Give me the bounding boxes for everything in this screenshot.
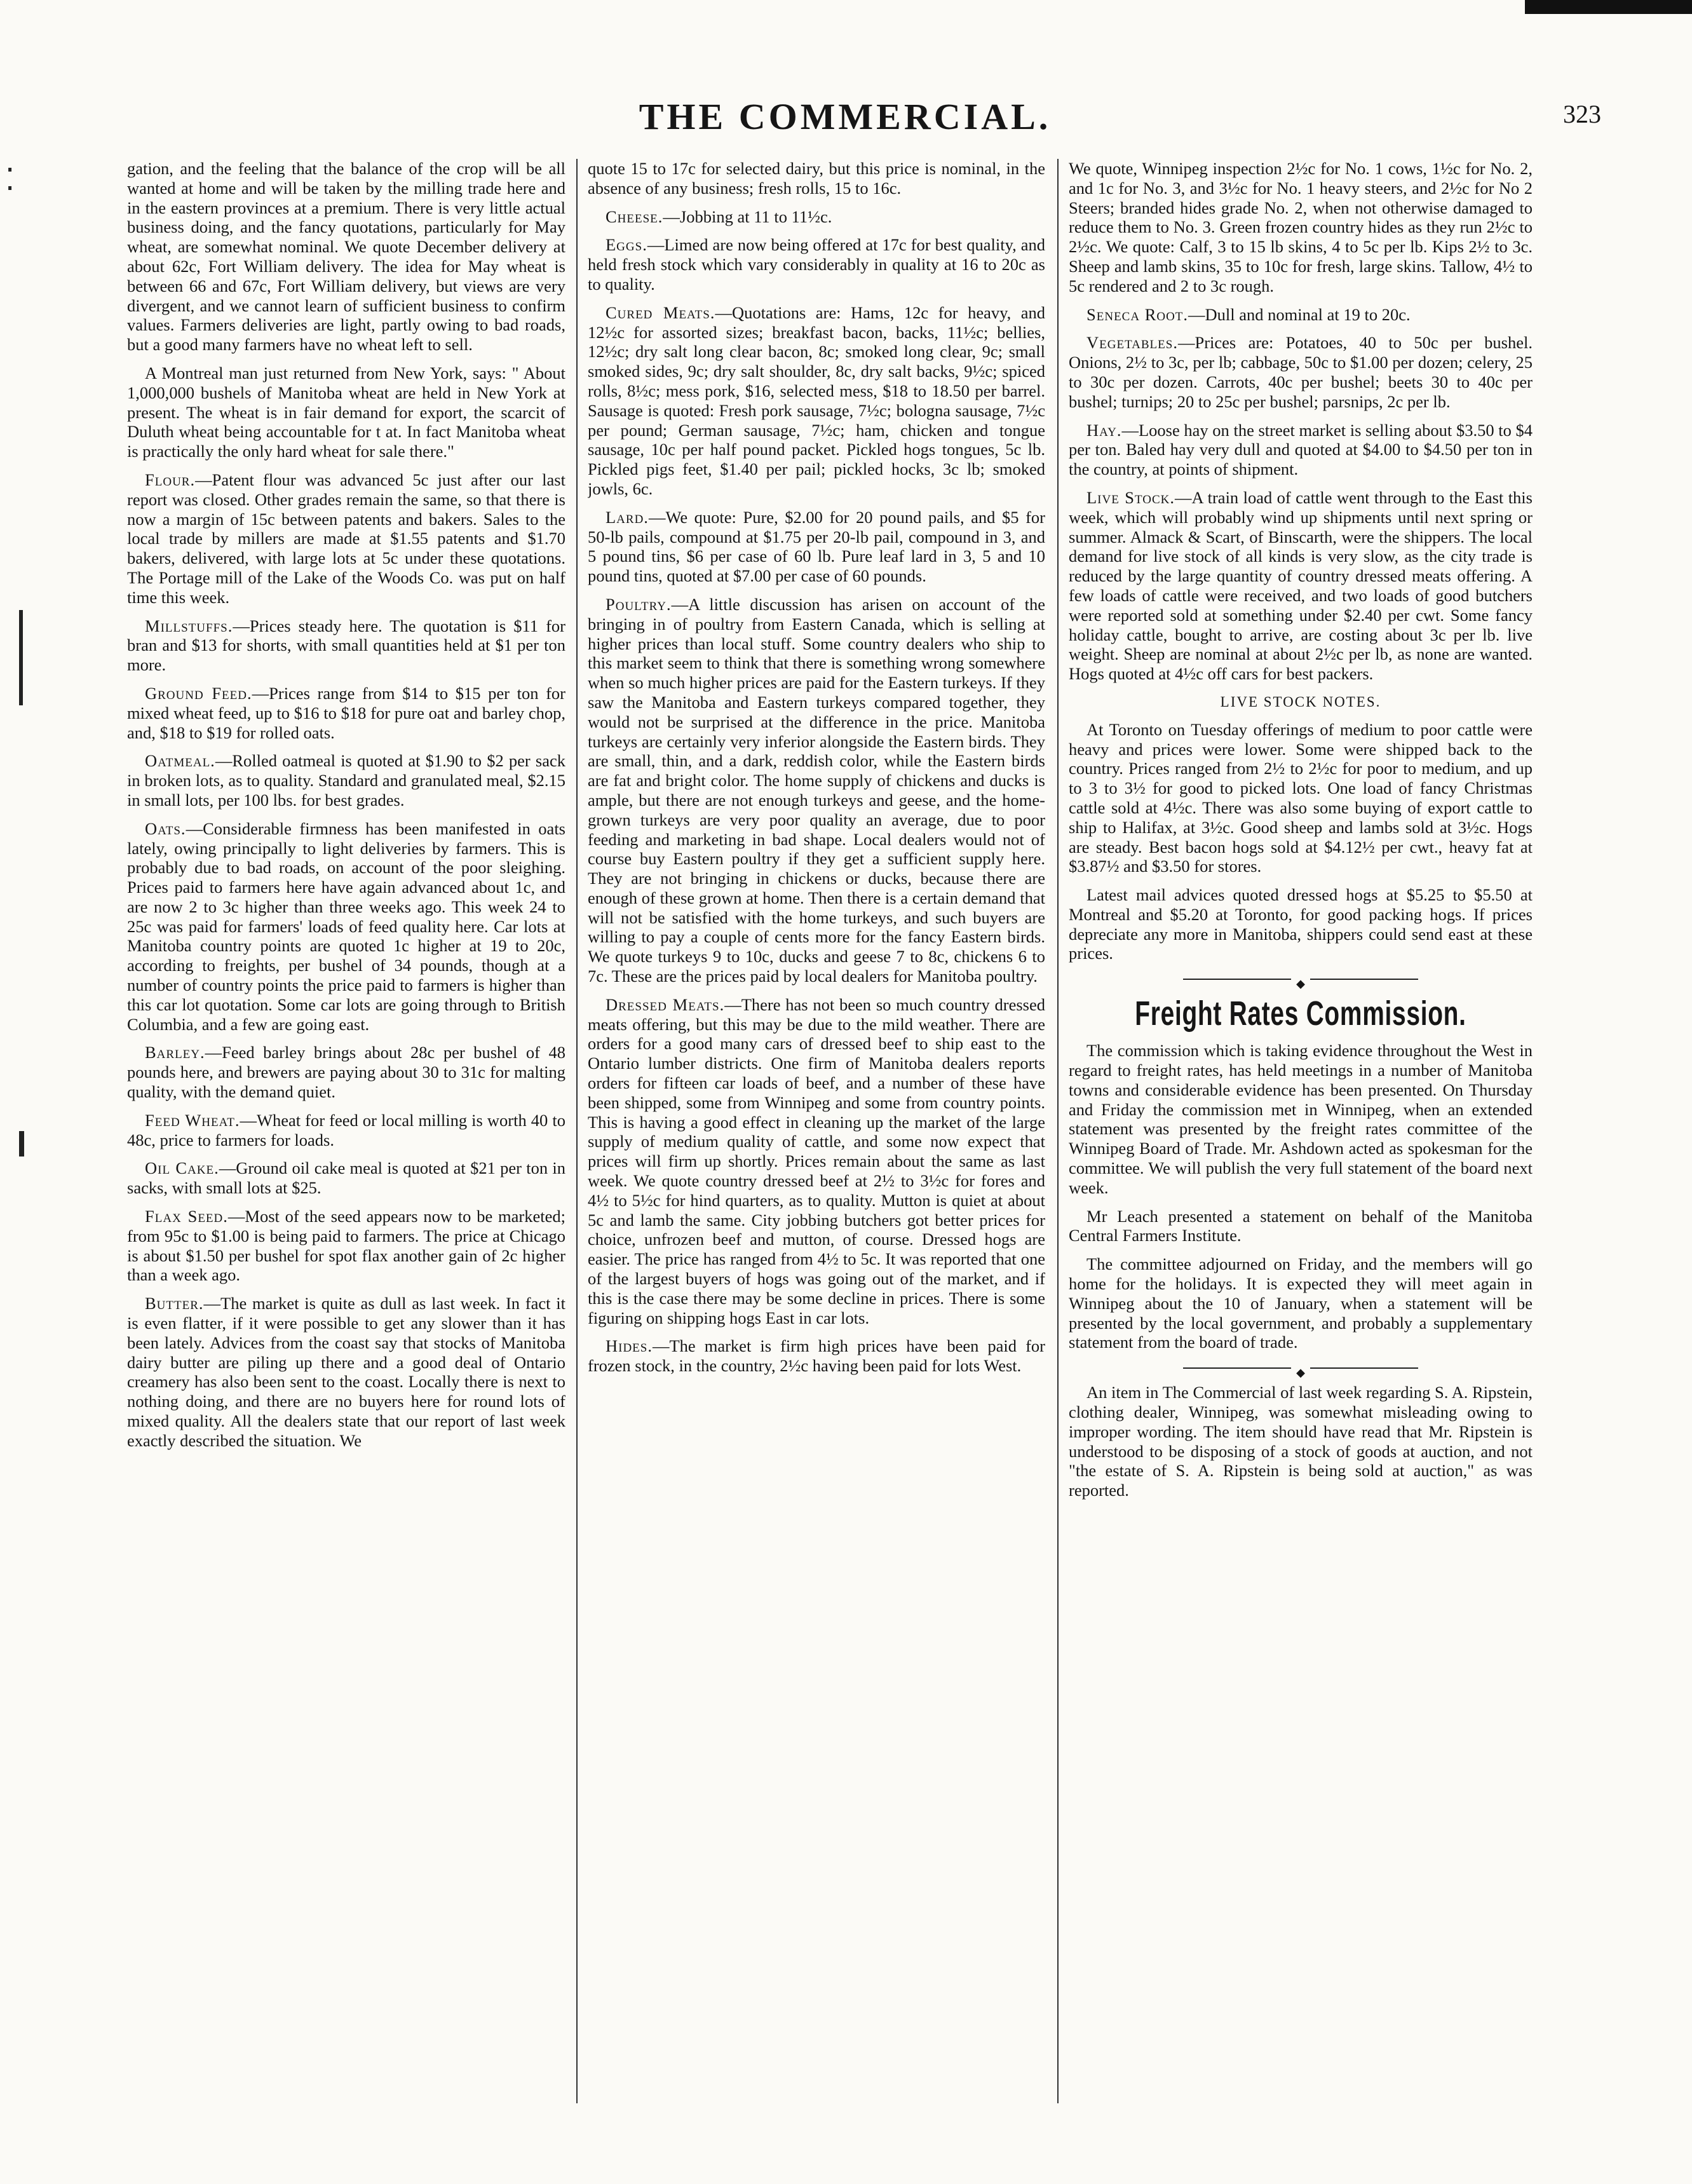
market-item-millstuffs [127, 616, 565, 675]
item-lead: Feed Wheat. [145, 1110, 240, 1130]
item-text: —A train load of cattle went through to the East this week, which will probably wind up shipments until next spring or summer. Almack & Scart, of Binscarth, were the shippers. The local demand for live stock of all kinds is very slow, as the city trade is reduced by the large quantity of country dressed meats offering. A few loads of cattle were received, and two loads of good butchers were reported sold at something under $2.40 per cwt. Some fancy holiday cattle, bought to arrive, are costing about 3c per lb. live weight. Sheep are nominal at about 2½c per lb, as none are wanted. Hogs quoted at 4½c off cars for best packers. [1069, 487, 1533, 684]
market-item-cured-meats [588, 303, 1045, 499]
item-text: —The market is quite as dull as last week. In fact it is even flatter, if it were possible to get any slower than it has been lately. Advices from the coast say that stocks of Manitoba dairy butter are piling up there and a good deal of Ontario creamery has also been sent to the coast. Locally there is next to nothing doing, and there are no buyers here for round lots of mixed quality. All the dealers state that our report of last week exactly described the situation. We [127, 1294, 565, 1450]
item-lead: Millstuffs. [145, 616, 233, 635]
item-text: —Dull and nominal at 19 to 20c. [1188, 304, 1411, 324]
item-lead: Vegetables. [1086, 333, 1178, 353]
item-lead: Ground Feed. [145, 683, 252, 703]
paragraph: Latest mail advices quoted dressed hogs at $5.25 to $5.50 at Montreal and $5.20 at Toronto, for good packing hogs. If prices depreciate any more in Manitoba, shippers could send east at these prices. [1069, 885, 1533, 963]
paragraph: Mr Leach presented a statement on behalf of the Manitoba Central Farmers Institute. [1069, 1206, 1533, 1245]
scan-edge-mark [1525, 0, 1692, 14]
market-item-oil-cake [127, 1158, 565, 1198]
paragraph: quote 15 to 17c for selected dairy, but this price is nominal, in the absence of any business; fresh rolls, 15 to 16c. [588, 159, 1045, 198]
item-text: —We quote: Pure, $2.00 for 20 pound pails, and $5 for 50-lb pails, compound at $1.75 per 20-lb pail, compound in 3, and 5 pound tins, $6 per case of 60 lb. Pure leaf lard in 3, 5 and 10 pound tins, quoted at $7.00 per case of 60 pounds. [588, 507, 1045, 586]
item-lead: Flax Seed. [145, 1207, 228, 1226]
column-rule-left [576, 159, 578, 2103]
column-2 [588, 159, 1045, 2116]
item-text: —Jobbing at 11 to 11½c. [663, 207, 832, 226]
item-text: —Most of the seed appears now to be marketed; from 95c to $1.00 is being paid to farmers. The price at Chicago is about $1.50 per bushel for spot flax another gain of 2c higher than a week ago. [127, 1207, 565, 1285]
item-lead: Cured Meats. [606, 302, 715, 322]
item-text: —Considerable firmness has been manifested in oats lately, owing principally to light deliveries by farmers. This is probably due to bad roads, on account of the poor sleighing. Prices paid to farmers here have again advanced about 1c, and are now 2 to 3c higher than three weeks ago. This week 24 to 25c was paid for farmers' loads of feed quality here. Car lots at Manitoba country points are quoted 1c higher at 19 to 20c, according to freights, per bushel of 34 pounds, though at a number of country points the price paid to farmers is higher than this car lot quotation. Some car lots are going through to British Columbia, and a few are going east. [127, 818, 565, 1034]
item-lead: Cheese. [606, 207, 663, 226]
market-item-lard [588, 508, 1045, 586]
divider-ornament: ◆ [1291, 1366, 1310, 1379]
item-text: —There has not been so much country dressed meats offering, but this may be due to the mild weather. There are orders for a good many cars of dressed beef to ship east to the Ontario lumber districts. One firm of Manitoba dealers reports orders for fifteen car loads of beef, and a number of these have been shipped, some from Winnipeg and some from country points. This is having a good effect in cleaning up the market of the large supply of medium quality of cattle, and some now expect that prices will firm up shortly. Prices remain about the same as last week. We quote country dressed beef at 2½ to 3½c for fores and 4½ to 5½c for hind quarters, as to quality. Mutton is quiet at about 5c and lamb the same. City jobbing butchers got better prices for choice, unfrozen beef and mutton, of course. Dressed hogs are easier. The price has ranged from 4½ to 5c. It was reported that one of the largest buyers of hogs was going out of the market, and if this is the case there may be some decline in prices. There is some figuring on shipping hogs East in car lots. [588, 994, 1045, 1327]
market-item-feed-wheat [127, 1111, 565, 1150]
item-lead: Hides. [606, 1336, 653, 1356]
margin-mark: ⁚ [5, 163, 15, 197]
margin-tick [19, 1131, 24, 1156]
item-lead: Lard. [606, 507, 649, 527]
ornament-divider [1069, 1361, 1533, 1380]
column-1 [127, 159, 565, 2116]
market-item-oats [127, 819, 565, 1034]
paragraph: An item in The Commercial of last week regarding S. A. Ripstein, clothing dealer, Winnipeg, was somewhat misleading owing to improper wording. The item should have read that Mr. Ripstein is understood to be disposing of a stock of goods at auction, and not "the estate of S. A. Ripstein is being sold at auction," as was reported. [1069, 1383, 1533, 1500]
item-lead: Live Stock. [1086, 487, 1175, 507]
market-item-barley [127, 1043, 565, 1101]
market-item-oatmeal [127, 751, 565, 810]
item-lead: Hay. [1086, 420, 1122, 440]
section-title: Freight Rates Commission. [1135, 994, 1466, 1033]
divider-ornament: ◆ [1291, 977, 1310, 990]
item-text: —Feed barley brings about 28c per bushel of 48 pounds here, and brewers are paying about 30 to 31c for malting quality, with the demand quiet. [127, 1043, 565, 1102]
item-lead: Butter. [145, 1294, 204, 1313]
market-item-poultry [588, 595, 1045, 986]
item-lead: Oil Cake. [145, 1158, 219, 1178]
market-item-hides [588, 1336, 1045, 1376]
paragraph: A Montreal man just returned from New York, says: " About 1,000,000 bushels of Manitoba wheat are held in New York at present. The wheat is in fair demand for export, the scarcit of Duluth wheat being accountable for t at. In fact Manitoba wheat is practically the only hard wheat for sale there." [127, 363, 565, 461]
market-item-eggs [588, 235, 1045, 294]
item-text: —Prices are: Potatoes, 40 to 50c per bushel. Onions, 2½ to 3c, per lb; cabbage, 50c to $1.00 per dozen; celery, 25 to 30c per dozen. Carrots, 40c per bushel; beets 30 to 40c per bushel; turnips; 20 to 25c per bushel; parsnips, 2c per lb. [1069, 333, 1533, 411]
market-item-butter [127, 1294, 565, 1450]
section-heading: LIVE STOCK NOTES. [1220, 693, 1381, 710]
market-item-seneca-root [1069, 305, 1533, 325]
market-item-hay [1069, 421, 1533, 479]
item-text: —Patent flour was advanced 5c just after our last report was closed. Other grades remain the same, so that there is now a margin of 15c between patents and bakers. Sales to the local trade by millers are made at $1.55 patents and $1.70 bakers, delivered, with large lots at 5c under these quotations. The Portage mill of the Lake of the Woods Co. was put on half time this week. [127, 470, 565, 607]
paragraph: At Toronto on Tuesday offerings of medium to poor cattle were heavy and prices were lower. Some were shipped back to the country. Prices ranged from 2½ to 2½c for poor to medium, and up to 3 to 3½ for good to picked lots. One load of fancy Christmas cattle sold at 4½c. There was also some buying of export cattle to ship to Halifax, at 3½c. Good sheep and lambs sold at 3½c. Hogs are steady. Best bacon hogs sold at $4.12½ per cwt., heavy fat at $3.87½ and $3.50 for stores. [1069, 719, 1533, 876]
market-item-dressed-meats [588, 995, 1045, 1328]
paragraph: We quote, Winnipeg inspection 2½c for No. 1 cows, 1½c for No. 2, and 1c for No. 3, and 3½c for No. 1 heavy steers, and 2½c for No 2 Steers; branded hides grade No. 2, when not otherwise damaged to reduce them to No. 3. Green frozen country hides as they run 2½c to 2½c. We quote: Calf, 3 to 15 lb skins, 4 to 5c per lb. Kips 2½ to 3c. Sheep and lamb skins, 35 to 10c for fresh, large skins. Tallow, 4½ to 5c rendered and 2 to 3c rough. [1069, 159, 1533, 295]
item-text: —A little discussion has arisen on account of the bringing in of poultry from Eastern Canada, which is selling at higher prices than local stuff. Some country dealers who ship to this market seem to think that there is something wrong somewhere when so much higher prices are paid for the Eastern turkeys. If they saw the Manitoba and Eastern turkeys compared together, they would not be surprised at the difference in the price. Manitoba turkeys are certainly very inferior alongside the Eastern birds. They are small, thin, and a dark, reddish color, while the Eastern birds are fat and bright color. The home supply of chickens and ducks is ample, but there are not enough turkeys and geese, and the home-grown turkeys are very poor quality an average, due to poor feeding and marketing in bad shape. Local dealers would not of course buy Eastern poultry if they get a sufficient supply here. They are not bringing in chickens or ducks, because there are enough of these grown at home. Then there is a certain demand that will not be satisfied with the home turkeys, and such buyers are willing to pay a couple of cents more for the fancy Eastern birds. We quote turkeys 9 to 10c, ducks and geese 7 to 8c, chickens 6 to 7c. These are the prices paid by local dealers for Manitoba poultry. [588, 594, 1045, 986]
ornament-divider [1069, 972, 1533, 991]
item-lead: Eggs. [606, 235, 647, 255]
item-text: —The market is firm high prices have been paid for frozen stock, in the country, 2½c having been paid for lots West. [588, 1336, 1045, 1376]
item-lead: Barley. [145, 1043, 205, 1062]
item-text: —Prices steady here. The quotation is $11 for bran and $13 for shorts, with small quantities held at $1 per ton more. [127, 616, 565, 675]
item-lead: Dressed Meats. [606, 994, 725, 1014]
margin-bracket [19, 610, 29, 705]
item-text: —Ground oil cake meal is quoted at $21 per ton in sacks, with small lots at $25. [127, 1158, 565, 1198]
column-rule-right [1057, 159, 1059, 2103]
page-title: THE COMMERCIAL. [639, 96, 1052, 137]
item-text: —Loose hay on the street market is selling about $3.50 to $4 per ton. Baled hay very dull and quoted at $4.00 to $4.50 per ton in the country, at points of shipment. [1069, 420, 1533, 479]
item-text: —Rolled oatmeal is quoted at $1.90 to $2 per sack in broken lots, as to quality. Standard and granulated meal, $2.15 in small lots, per 100 lbs. for best grades. [127, 751, 565, 810]
item-text: —Prices range from $14 to $15 per ton for mixed wheat feed, up to $16 to $18 for pure oat and barley chop, and, $18 to $19 for rolled oats. [127, 683, 565, 742]
item-lead: Poultry. [606, 594, 672, 614]
column-3 [1069, 159, 1533, 2116]
item-lead: Oatmeal. [145, 751, 215, 771]
item-lead: Seneca Root. [1086, 304, 1189, 324]
item-lead: Oats. [145, 818, 186, 838]
masthead [0, 95, 1692, 140]
item-text: —Wheat for feed or local milling is worth 40 to 48c, price to farmers for loads. [127, 1110, 565, 1150]
market-item-ground-feed [127, 684, 565, 742]
paragraph: gation, and the feeling that the balance of the crop will be all wanted at home and will be taken by the milling trade here and in the eastern provinces at a premium. There is very little actual business doing, and the fancy quotations, particularly for May wheat, are somewhat nominal. We quote December delivery at about 62c, Fort William delivery. The idea for May wheat is between 66 and 67c, Fort William delivery, but views are very divergent, and we cannot learn of sufficient business to confirm values. Farmers deliveries are light, partly owing to bad roads, but a good many farmers have no wheat left to sell. [127, 159, 565, 355]
market-item-flax-seed [127, 1207, 565, 1285]
market-item-live-stock [1069, 488, 1533, 684]
paragraph: The commission which is taking evidence throughout the West in regard to freight rates, has held meetings in a number of Manitoba towns and considerable evidence has been presented. On Thursday and Friday the commission met in Winnipeg, when an extended statement was presented by the freight rates committee of the Winnipeg Board of Trade. Mr. Ashdown acted as spokesman for the committee. We will publish the very full statement of the board next week. [1069, 1041, 1533, 1197]
item-lead: Flour. [145, 470, 196, 489]
market-item-flour [127, 470, 565, 607]
item-text: —Quotations are: Hams, 12c for heavy, and 12½c for assorted sizes; breakfast bacon, backs, 11½c; bellies, 12½c; dry salt long clear bacon, 8c; smoked long clear, 9c; small smoked sides, 9c; dry salt shoulder, 8c, dry salt backs, 9½c; spiced rolls, 8½c; mess pork, $16, selected mess, $18 to 18.50 per barrel. Sausage is quoted: Fresh pork sausage, 7½c; bologna sausage, 7½c per pound; German sausage, 7½c; ham, chicken and tongue sausage, 10c per half pound packet. Pickled hogs tongues, 5c lb. Pickled pigs feet, $1.40 per pail; pickled hocks, 3c lb; smoked jowls, 6c. [588, 302, 1045, 498]
page-number: 323 [1563, 100, 1601, 128]
paragraph: The committee adjourned on Friday, and the members will go home for the holidays. It is expected they will meet again in Winnipeg about the 10 of January, when a statement will be presented by the local government, and probably a supplementary statement from the board of trade. [1069, 1254, 1533, 1352]
market-item-vegetables [1069, 333, 1533, 411]
item-text: —Limed are now being offered at 17c for best quality, and held fresh stock which vary considerably in quality at 16 to 20c as to quality. [588, 235, 1045, 294]
market-item-cheese [588, 207, 1045, 227]
